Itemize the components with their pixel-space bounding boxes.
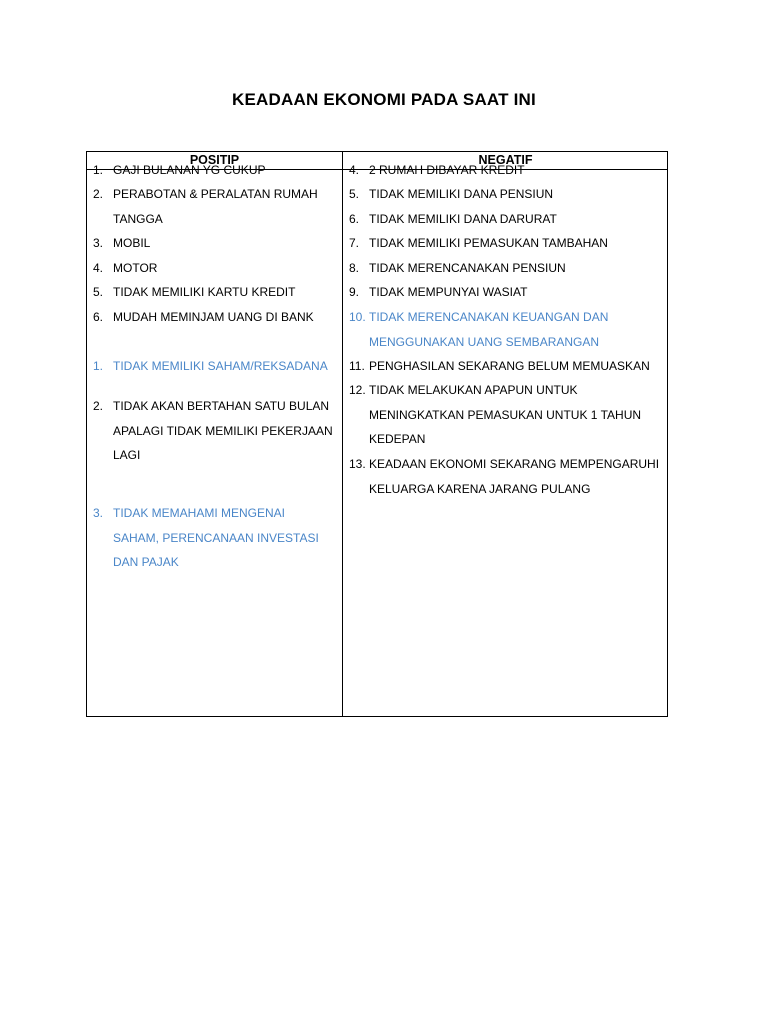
list-item-text: KELUARGA KARENA JARANG PULANG — [369, 481, 591, 496]
list-item-text: KEDEPAN — [369, 432, 426, 446]
list-number: 7. — [349, 236, 360, 250]
list-item-text: TIDAK MERENCANAKAN KEUANGAN DAN — [369, 310, 609, 324]
list-number: 2. — [93, 399, 104, 413]
list-item-text: GAJI BULANAN YG CUKUP — [113, 163, 266, 177]
list-item-text: TIDAK MEMILIKI KARTU KREDIT — [113, 285, 296, 299]
comparison-table — [86, 151, 668, 717]
list-item-text: APALAGI TIDAK MEMILIKI PEKERJAAN — [113, 423, 333, 438]
list-item-text: SAHAM, PERENCANAAN INVESTASI — [113, 530, 319, 545]
list-item-text: MUDAH MEMINJAM UANG DI BANK — [113, 310, 314, 324]
page-title: KEADAAN EKONOMI PADA SAAT INI — [232, 90, 536, 109]
list-item-text: PENGHASILAN SEKARANG BELUM MEMUASKAN — [369, 359, 650, 373]
list-number: 5. — [349, 187, 360, 201]
list-item-text: TIDAK MEMILIKI DANA DARURAT — [369, 212, 557, 226]
list-item-text: LAGI — [113, 448, 141, 462]
list-number: 9. — [349, 285, 360, 299]
list-number: 5. — [93, 285, 104, 299]
list-item-text: MOTOR — [113, 261, 158, 275]
list-item-text: TIDAK AKAN BERTAHAN SATU BULAN — [113, 399, 330, 413]
list-item-text: KEADAAN EKONOMI SEKARANG MEMPENGARUHI — [369, 457, 660, 471]
list-item-text: TIDAK MEMILIKI SAHAM/REKSADANA — [113, 359, 328, 373]
list-item-text: TANGGA — [113, 211, 163, 226]
list-number: 12. — [349, 383, 366, 397]
list-item-text: MENINGKATKAN PEMASUKAN UNTUK 1 TAHUN — [369, 407, 642, 422]
list-item-text: TIDAK MEMILIKI PEMASUKAN TAMBAHAN — [369, 236, 608, 250]
list-number: 10. — [349, 310, 366, 324]
list-number: 11. — [349, 359, 365, 373]
header-negative: NEGATIF — [478, 153, 533, 167]
list-item-text: MOBIL — [113, 236, 151, 250]
list-number: 8. — [349, 261, 360, 275]
list-item-text: TIDAK MELAKUKAN APAPUN UNTUK — [369, 383, 578, 397]
list-number: 13. — [349, 457, 366, 471]
list-item-text: TIDAK MERENCANAKAN PENSIUN — [369, 261, 566, 275]
list-number: 4. — [93, 261, 104, 275]
list-number: 3. — [93, 236, 104, 250]
list-item-text: PERABOTAN & PERALATAN RUMAH — [113, 187, 318, 201]
list-number: 4. — [349, 163, 360, 177]
list-number: 3. — [93, 506, 104, 520]
list-item-text: DAN PAJAK — [113, 555, 179, 569]
header-positive: POSITIP — [189, 153, 240, 167]
list-number: 6. — [349, 212, 360, 226]
list-number: 1. — [93, 359, 104, 373]
list-item-text: 2 RUMAH DIBAYAR KREDIT — [369, 163, 525, 177]
list-item-text: TIDAK MEMPUNYAI WASIAT — [369, 285, 528, 299]
list-item-text: TIDAK MEMAHAMI MENGENAI — [113, 506, 286, 520]
column-divider — [342, 152, 343, 716]
list-number: 6. — [93, 310, 104, 324]
list-number: 2. — [93, 187, 104, 201]
list-item-text: MENGGUNAKAN UANG SEMBARANGAN — [369, 334, 600, 349]
list-item-text: TIDAK MEMILIKI DANA PENSIUN — [369, 187, 554, 201]
list-number: 1. — [93, 163, 104, 177]
